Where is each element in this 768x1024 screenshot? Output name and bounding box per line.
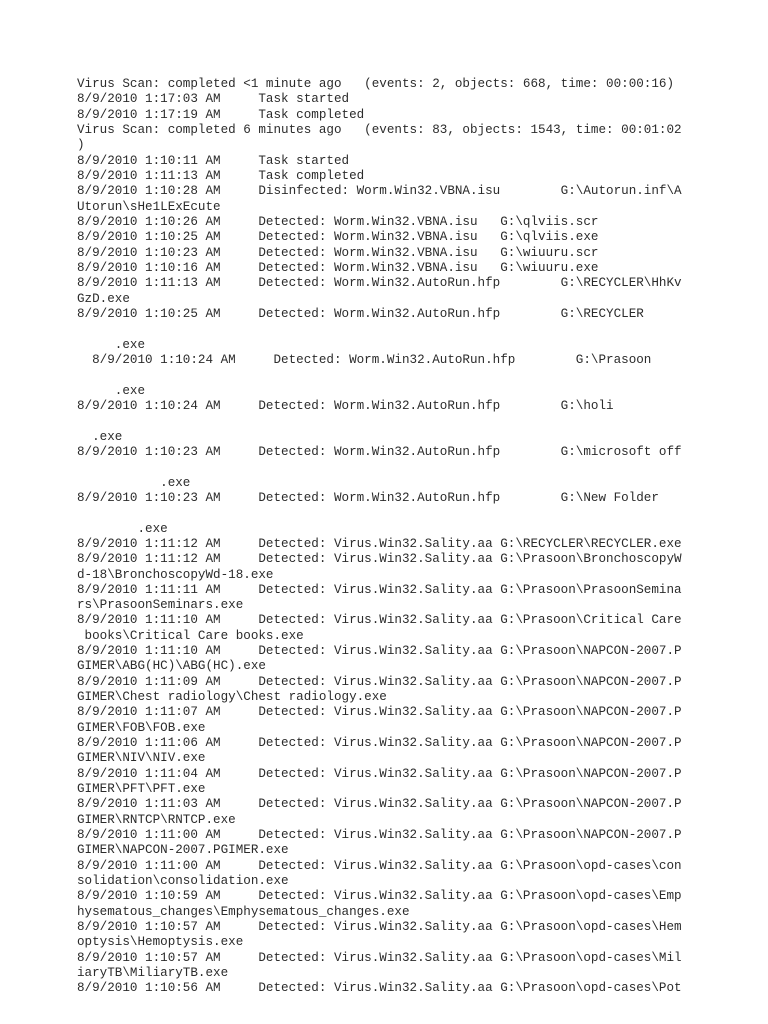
log-line: 8/9/2010 1:10:24 AM Detected: Worm.Win32.AutoRun.hfp G:\holi — [77, 398, 614, 413]
log-line: 8/9/2010 1:10:26 AM Detected: Worm.Win32.VBNA.isu G:\qlviis.scr — [77, 214, 599, 229]
log-line: 8/9/2010 1:11:12 AM Detected: Virus.Win32.Sality.aa G:\Prasoon\BronchoscopyW — [77, 552, 682, 567]
log-line: 8/9/2010 1:10:16 AM Detected: Worm.Win32.VBNA.isu G:\wiuuru.exe — [77, 260, 599, 275]
log-line: 8/9/2010 1:10:57 AM Detected: Virus.Win32.Sality.aa G:\Prasoon\opd-cases\Hem — [77, 920, 682, 935]
log-line — [77, 460, 697, 475]
log-line — [77, 506, 697, 521]
log-line: GIMER\PFT\PFT.exe — [77, 782, 206, 797]
log-line: .exe — [77, 521, 168, 536]
log-line: solidation\consolidation.exe — [77, 874, 289, 889]
log-line: GIMER\FOB\FOB.exe — [77, 720, 206, 735]
log-line: 8/9/2010 1:10:28 AM Disinfected: Worm.Win32.VBNA.isu G:\Autorun.inf\A — [77, 184, 682, 199]
log-line: .exe — [77, 429, 123, 444]
log-line: 8/9/2010 1:10:59 AM Detected: Virus.Win32.Sality.aa G:\Prasoon\opd-cases\Emp — [77, 889, 682, 904]
log-line: 8/9/2010 1:11:00 AM Detected: Virus.Win32.Sality.aa G:\Prasoon\opd-cases\con — [77, 858, 682, 873]
log-line: 8/9/2010 1:11:04 AM Detected: Virus.Win32.Sality.aa G:\Prasoon\NAPCON-2007.P — [77, 766, 682, 781]
log-line: GIMER\NIV\NIV.exe — [77, 751, 206, 766]
log-line: 8/9/2010 1:11:03 AM Detected: Virus.Win32.Sality.aa G:\Prasoon\NAPCON-2007.P — [77, 797, 682, 812]
log-line: 8/9/2010 1:10:23 AM Detected: Worm.Win32.AutoRun.hfp G:\New Folder — [77, 490, 659, 505]
log-line — [77, 414, 697, 429]
log-line: iaryTB\MiliaryTB.exe — [77, 966, 229, 981]
log-line: 8/9/2010 1:11:11 AM Detected: Virus.Win32.Sality.aa G:\Prasoon\PrasoonSemina — [77, 582, 682, 597]
log-line: 8/9/2010 1:10:11 AM Task started — [77, 153, 350, 168]
log-line: d-18\BronchoscopyWd-18.exe — [77, 567, 274, 582]
log-line: 8/9/2010 1:10:23 AM Detected: Worm.Win32.AutoRun.hfp G:\microsoft off — [77, 444, 682, 459]
log-line: 8/9/2010 1:10:25 AM Detected: Worm.Win32.AutoRun.hfp G:\RECYCLER — [77, 306, 644, 321]
log-line: 8/9/2010 1:10:25 AM Detected: Worm.Win32.VBNA.isu G:\qlviis.exe — [77, 230, 599, 245]
log-line: ) — [77, 138, 85, 153]
log-line: rs\PrasoonSeminars.exe — [77, 598, 244, 613]
log-line: GIMER\RNTCP\RNTCP.exe — [77, 812, 236, 827]
log-line: 8/9/2010 1:17:03 AM Task started — [77, 92, 350, 107]
scan-log — [77, 77, 697, 997]
log-line: .exe — [77, 383, 146, 398]
log-line: 8/9/2010 1:11:10 AM Detected: Virus.Win32.Sality.aa G:\Prasoon\Critical Care — [77, 613, 682, 628]
log-line: Virus Scan: completed 6 minutes ago (events: 83, objects: 1543, time: 00:01:02 — [77, 122, 682, 137]
log-line: .exe — [77, 475, 191, 490]
log-line: 8/9/2010 1:11:10 AM Detected: Virus.Win32.Sality.aa G:\Prasoon\NAPCON-2007.P — [77, 644, 682, 659]
log-line: 8/9/2010 1:10:24 AM Detected: Worm.Win32.AutoRun.hfp G:\Prasoon — [77, 352, 652, 367]
log-line: 8/9/2010 1:11:00 AM Detected: Virus.Win32.Sality.aa G:\Prasoon\NAPCON-2007.P — [77, 828, 682, 843]
log-line: Utorun\sHe1LExEcute — [77, 199, 221, 214]
log-line: books\Critical Care books.exe — [77, 628, 304, 643]
log-line: .exe — [77, 337, 146, 352]
log-line: 8/9/2010 1:10:57 AM Detected: Virus.Win32.Sality.aa G:\Prasoon\opd-cases\Mil — [77, 950, 682, 965]
log-line: 8/9/2010 1:11:09 AM Detected: Virus.Win32.Sality.aa G:\Prasoon\NAPCON-2007.P — [77, 674, 682, 689]
log-line — [77, 322, 697, 337]
log-line: GIMER\Chest radiology\Chest radiology.exe — [77, 690, 387, 705]
log-line: 8/9/2010 1:11:13 AM Task completed — [77, 168, 365, 183]
log-line: GzD.exe — [77, 291, 130, 306]
log-line: 8/9/2010 1:11:12 AM Detected: Virus.Win32.Sality.aa G:\RECYCLER\RECYCLER.exe — [77, 536, 682, 551]
log-line: 8/9/2010 1:10:56 AM Detected: Virus.Win32.Sality.aa G:\Prasoon\opd-cases\Pot — [77, 981, 682, 996]
log-line: GIMER\ABG(HC)\ABG(HC).exe — [77, 659, 266, 674]
log-line: 8/9/2010 1:11:13 AM Detected: Worm.Win32.AutoRun.hfp G:\RECYCLER\HhKv — [77, 276, 682, 291]
log-line: 8/9/2010 1:11:07 AM Detected: Virus.Win32.Sality.aa G:\Prasoon\NAPCON-2007.P — [77, 705, 682, 720]
log-line: Virus Scan: completed <1 minute ago (events: 2, objects: 668, time: 00:00:16) — [77, 77, 675, 91]
log-line: GIMER\NAPCON-2007.PGIMER.exe — [77, 843, 289, 858]
log-line: 8/9/2010 1:11:06 AM Detected: Virus.Win32.Sality.aa G:\Prasoon\NAPCON-2007.P — [77, 736, 682, 751]
log-line: optysis\Hemoptysis.exe — [77, 935, 244, 950]
log-line: 8/9/2010 1:10:23 AM Detected: Worm.Win32.VBNA.isu G:\wiuuru.scr — [77, 245, 599, 260]
log-line: hysematous_changes\Emphysematous_changes.exe — [77, 904, 410, 919]
log-line: 8/9/2010 1:17:19 AM Task completed — [77, 107, 365, 122]
log-line — [77, 368, 697, 383]
